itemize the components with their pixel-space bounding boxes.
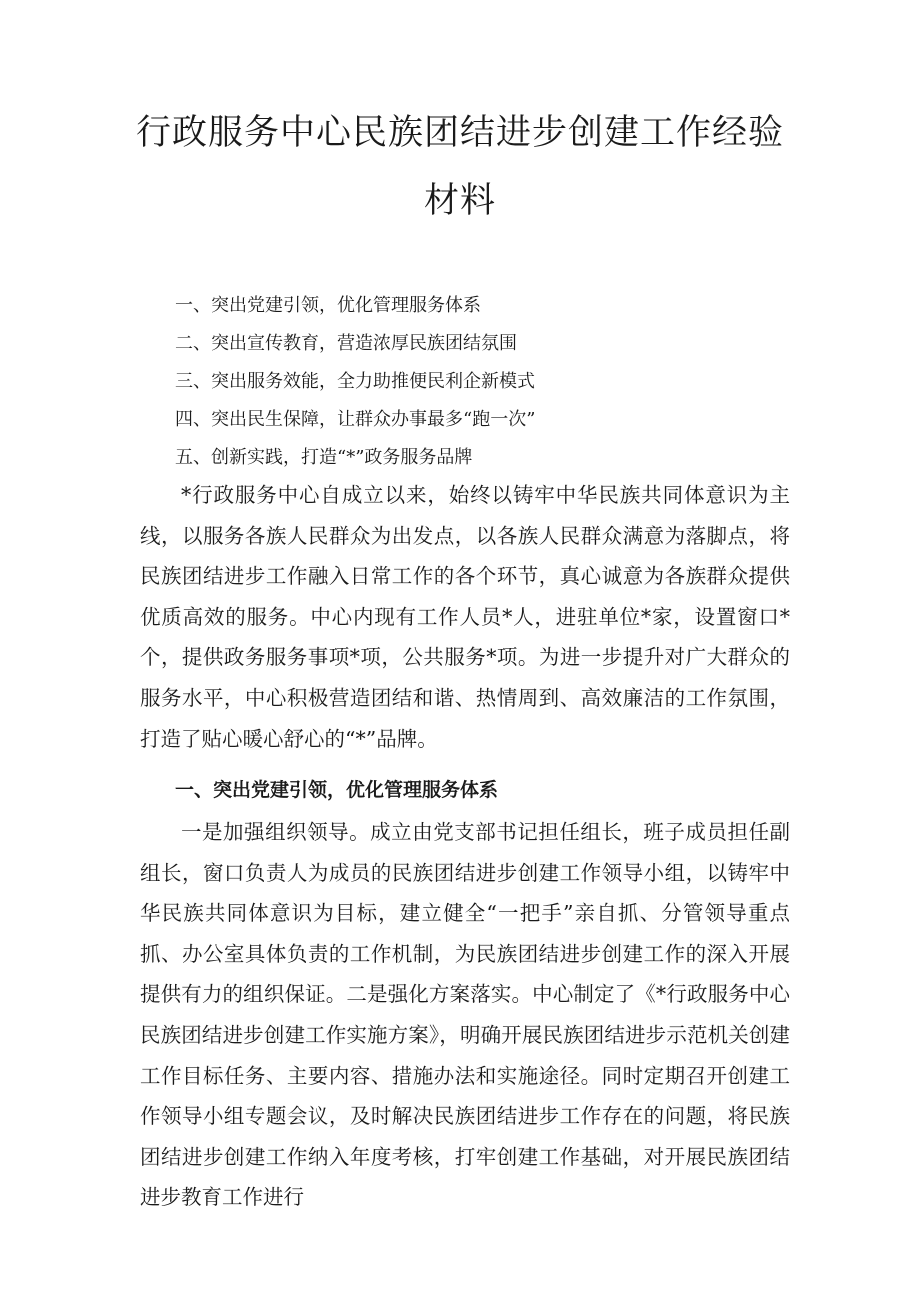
document-title-line-2: 材料: [423, 181, 496, 221]
table-of-contents: [175, 287, 795, 477]
toc-item: 三、突出服务效能，全力助推便民利企新模式: [175, 371, 535, 392]
toc-item: 一、突出党建引领，优化管理服务体系: [175, 295, 481, 316]
toc-item: 五、创新实践，打造“*”政务服务品牌: [175, 447, 473, 468]
toc-item: 二、突出宣传教育，营造浓厚民族团结氛围: [175, 333, 517, 354]
toc-item: 四、突出民生保障，让群众办事最多“跑一次”: [175, 409, 536, 430]
intro-paragraph: *行政服务中心自成立以来，始终以铸牢中华民族共同体意识为主线，以服务各族人民群众为出发点，以各族人民群众满意为落脚点，将民族团结进步工作融入日常工作的各个环节，真心诚意为各族群众提供优质高效的服务。中心内现有工作人员*人，进驻单位*家，设置窗口*个，提供政务服务事项*项，公共服务*项。为进一步提升对广大群众的服务水平，中心积极营造团结和谐、热情周到、高效廉洁的工作氛围，打造了贴心暖心舒心的“*”品牌。: [140, 483, 790, 751]
section-1-heading: 一、突出党建引领，优化管理服务体系: [175, 779, 499, 801]
section-1-paragraph: 一是加强组织领导。成立由党支部书记担任组长，班子成员担任副组长，窗口负责人为成员的民族团结进步创建工作领导小组，以铸牢中华民族共同体意识为目标，建立健全“一把手”亲自抓、分管领导重点抓、办公室具体负责的工作机制，为民族团结进步创建工作的深入开展提供有力的组织保证。二是强化方案落实。中心制定了《*行政服务中心民族团结进步创建工作实施方案》，明确开展民族团结进步示范机关创建工作目标任务、主要内容、措施办法和实施途径。同时定期召开创建工作领导小组专题会议，及时解决民族团结进步工作存在的问题，将民族团结进步创建工作纳入年度考核，打牢创建工作基础，对开展民族团结进步教育工作进行: [140, 820, 790, 1210]
document-title-line-1: 行政服务中心民族团结进步创建工作经验: [135, 113, 784, 153]
